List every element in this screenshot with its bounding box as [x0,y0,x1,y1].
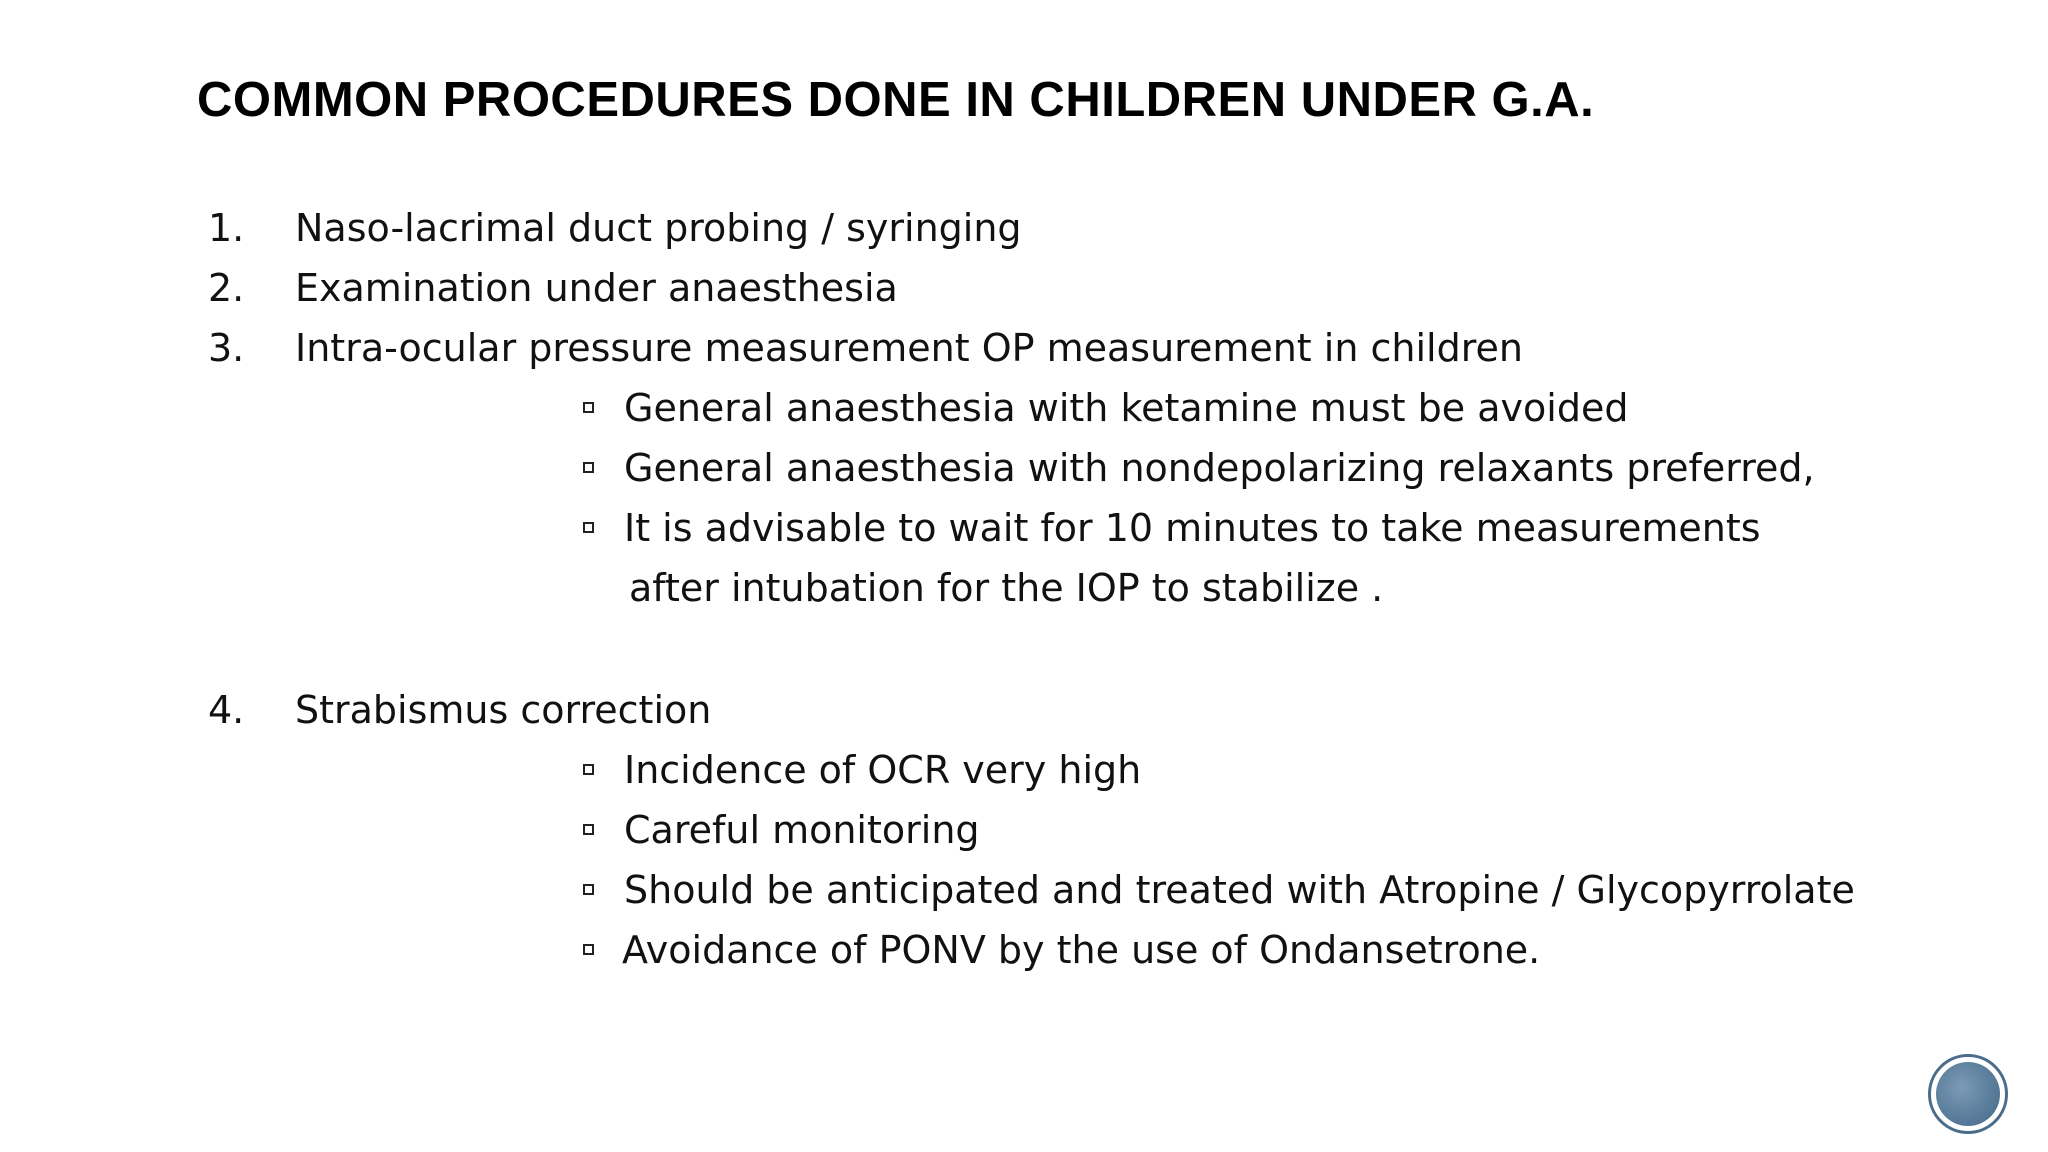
sub-item-text: Incidence of OCR very high [624,748,1142,792]
hollow-square-bullet-icon [583,884,594,895]
item-number: 2. [208,266,245,310]
hollow-square-bullet-icon [583,824,594,835]
hollow-square-bullet-icon [583,522,594,533]
badge-fill [1936,1062,2000,1126]
circle-badge-icon [1928,1054,2008,1134]
hollow-square-bullet-icon [583,462,594,473]
hollow-square-bullet-icon [583,944,594,955]
sub-item-text: It is advisable to wait for 10 minutes to take measurements [624,506,1761,550]
sub-item-text: Avoidance of PONV by the use of Ondansetrone. [622,928,1541,972]
slide-title: COMMON PROCEDURES DONE IN CHILDREN UNDER G.A. [197,73,1595,127]
sub-item-text: Should be anticipated and treated with Atropine / Glycopyrrolate [624,868,1855,912]
sub-item-text: General anaesthesia with ketamine must be avoided [624,386,1629,430]
item-text: Naso-lacrimal duct probing / syringing [295,206,1022,250]
item-number: 1. [208,206,245,250]
item-text: Intra-ocular pressure measurement OP measurement in children [295,326,1523,370]
item-text: Strabismus correction [295,688,712,732]
item-number: 4. [208,688,245,732]
hollow-square-bullet-icon [583,402,594,413]
sub-item-text: Careful monitoring [624,808,980,852]
hollow-square-bullet-icon [583,764,594,775]
sub-item-text: General anaesthesia with nondepolarizing relaxants preferred, [624,446,1815,490]
item-text: Examination under anaesthesia [295,266,898,310]
continuation-text: after intubation for the IOP to stabilize . [629,566,1384,610]
item-number: 3. [208,326,245,370]
